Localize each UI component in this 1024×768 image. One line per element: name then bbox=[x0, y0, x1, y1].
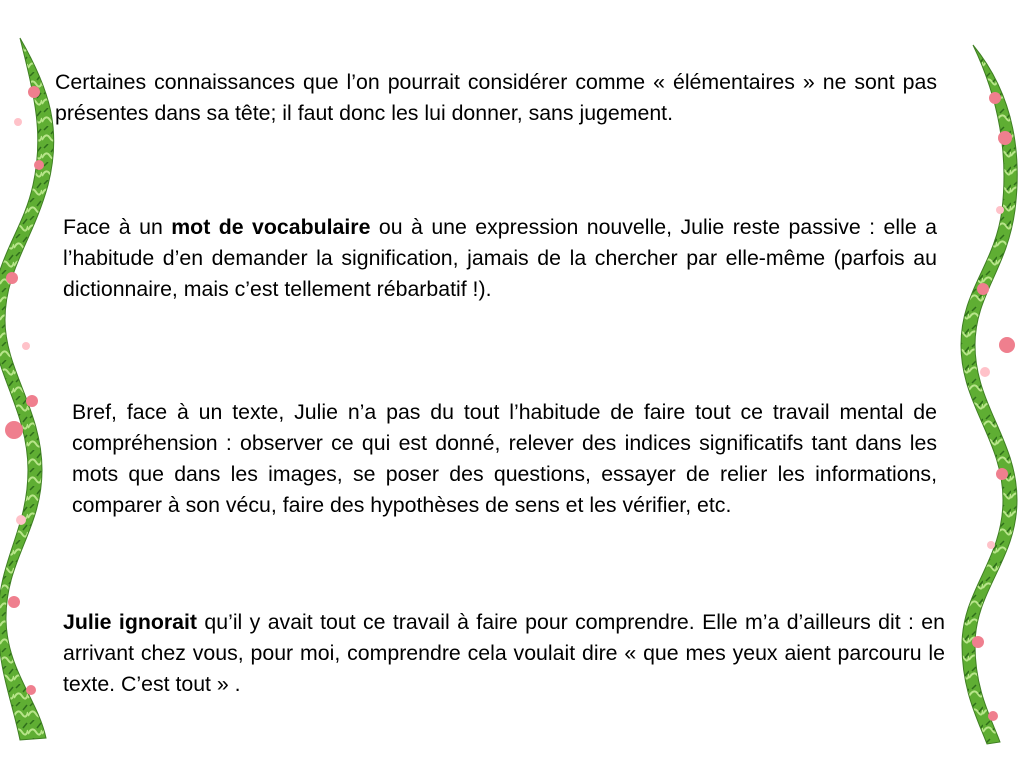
right-floral-border-icon bbox=[955, 0, 1024, 768]
vocabulary-emphasis: mot de vocabulaire bbox=[171, 215, 371, 239]
paragraph-julie-ignored bbox=[63, 607, 945, 700]
paragraph-vocabulary-rest: ou à une expression nouvelle, Julie reste passive : elle a l’habitude d’en demander la signification, jamais de la chercher par elle-même (parfois au dictionnaire, mais c’est tellement rébarbatif !). bbox=[63, 215, 937, 301]
paragraph-elementary-knowledge: Certaines connaissances que l’on pourrait considérer comme « élémentaires » ne sont pas présentes dans sa tête; il faut donc les lui donner, sans jugement. bbox=[55, 70, 937, 125]
paragraph-vocabulary-intro: Face à un bbox=[63, 215, 172, 239]
paragraph-mental-work: Bref, face à un texte, Julie n’a pas du tout l’habitude de faire tout ce travail mental de compréhension : observer ce qui est donné, relever des indices significatifs tant dans les mots que dans les images, se poser des questions, essayer de relier les informations, comparer à son vécu, faire des hypothèses de sens et les vérifier, etc. bbox=[72, 400, 937, 517]
julie-ignorait-emphasis: Julie ignorait bbox=[63, 610, 198, 634]
paragraph-julie-rest: qu’il y avait tout ce travail à faire pour comprendre. Elle m’a d’ailleurs dit : en arrivant chez vous, pour moi, comprendre cela voulait dire « que mes yeux aient parcouru le texte. C’est tout » . bbox=[63, 610, 945, 696]
paragraph-vocabulary bbox=[63, 212, 937, 305]
